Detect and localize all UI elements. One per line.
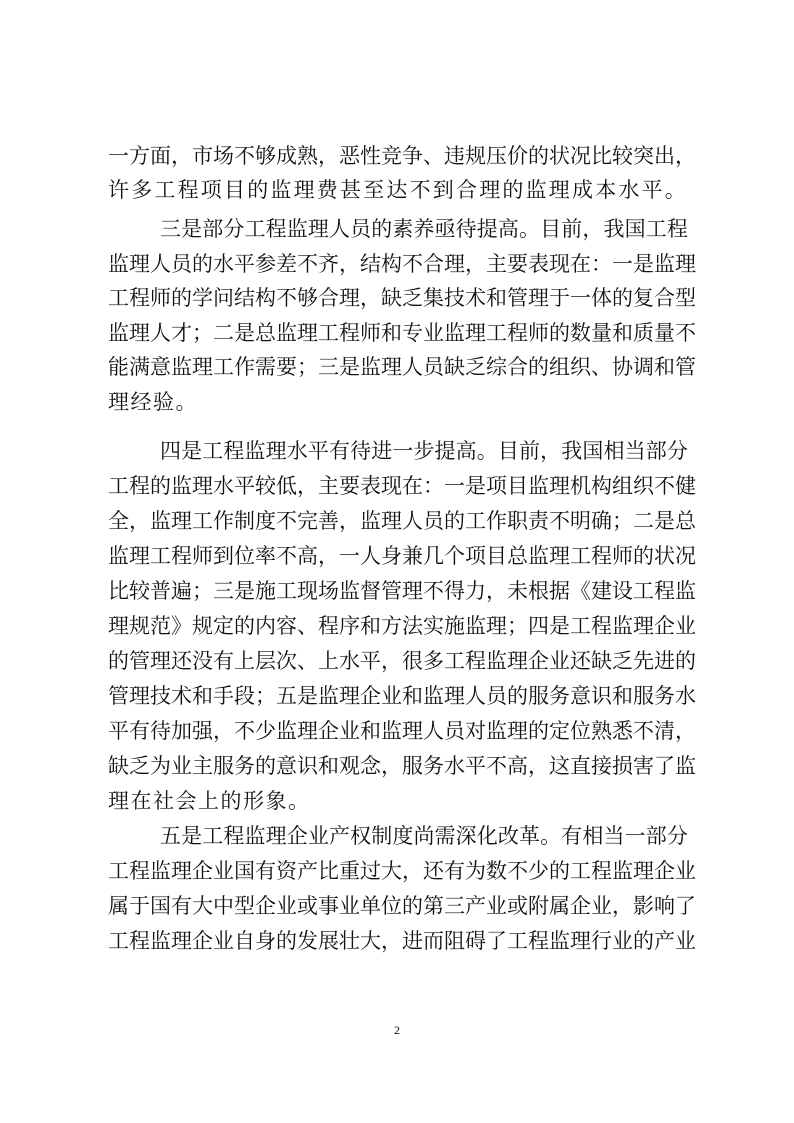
paragraph-3-line-2: 工程的监理水平较低，主要表现在：一是项目监理机构组织不健 (108, 474, 696, 498)
paragraph-3-line-1: 四是工程监理水平有待进一步提高。目前，我国相当部分 (160, 439, 688, 463)
paragraph-3-line-10: 缺乏为业主服务的意识和观念，服务水平不高，这直接损害了监 (108, 754, 696, 778)
paragraph-1-line-2: 许多工程项目的监理费甚至达不到合理的监理成本水平。 (108, 178, 688, 202)
page-number: 2 (394, 1023, 400, 1037)
paragraph-2-line-1: 三是部分工程监理人员的素养亟待提高。目前，我国工程 (160, 217, 688, 241)
paragraph-3-line-6: 理规范》规定的内容、程序和方法实施监理；四是工程监理企业 (108, 614, 696, 638)
paragraph-2-line-4: 监理人才；二是总监理工程师和专业监理工程师的数量和质量不 (108, 321, 696, 345)
paragraph-4-line-3: 属于国有大中型企业或事业单位的第三产业或附属企业，影响了 (108, 894, 696, 918)
paragraph-4-line-2: 工程监理企业国有资产比重过大，还有为数不少的工程监理企业 (108, 859, 696, 883)
paragraph-3-line-8: 管理技术和手段；五是监理企业和监理人员的服务意识和服务水 (108, 684, 696, 708)
paragraph-4-line-1: 五是工程监理企业产权制度尚需深化改革。有相当一部分 (160, 824, 688, 848)
paragraph-3-line-3: 全，监理工作制度不完善，监理人员的工作职责不明确；二是总 (108, 509, 696, 533)
paragraph-1-line-1: 一方面，市场不够成熟，恶性竞争、违规压价的状况比较突出， (108, 144, 696, 168)
paragraph-2-line-5: 能满意监理工作需要；三是监理人员缺乏综合的组织、协调和管 (108, 355, 696, 379)
paragraph-3-line-7: 的管理还没有上层次、上水平，很多工程监理企业还缺乏先进的 (108, 649, 696, 673)
paragraph-3-line-9: 平有待加强，不少监理企业和监理人员对监理的定位熟悉不清， (108, 719, 696, 743)
paragraph-3-line-5: 比较普遍；三是施工现场监督管理不得力，未根据《建设工程监 (108, 579, 696, 603)
paragraph-4-line-4: 工程监理企业自身的发展壮大，进而阻碍了工程监理行业的产业 (108, 929, 696, 953)
paragraph-3-line-11: 理在社会上的形象。 (108, 789, 311, 813)
paragraph-2-line-6: 理经验。 (108, 390, 198, 414)
paragraph-2-line-2: 监理人员的水平参差不齐，结构不合理，主要表现在：一是监理 (108, 252, 696, 276)
paragraph-2-line-3: 工程师的学问结构不够合理，缺乏集技术和管理于一体的复合型 (108, 286, 696, 310)
paragraph-3-line-4: 监理工程师到位率不高，一人身兼几个项目总监理工程师的状况 (108, 544, 696, 568)
